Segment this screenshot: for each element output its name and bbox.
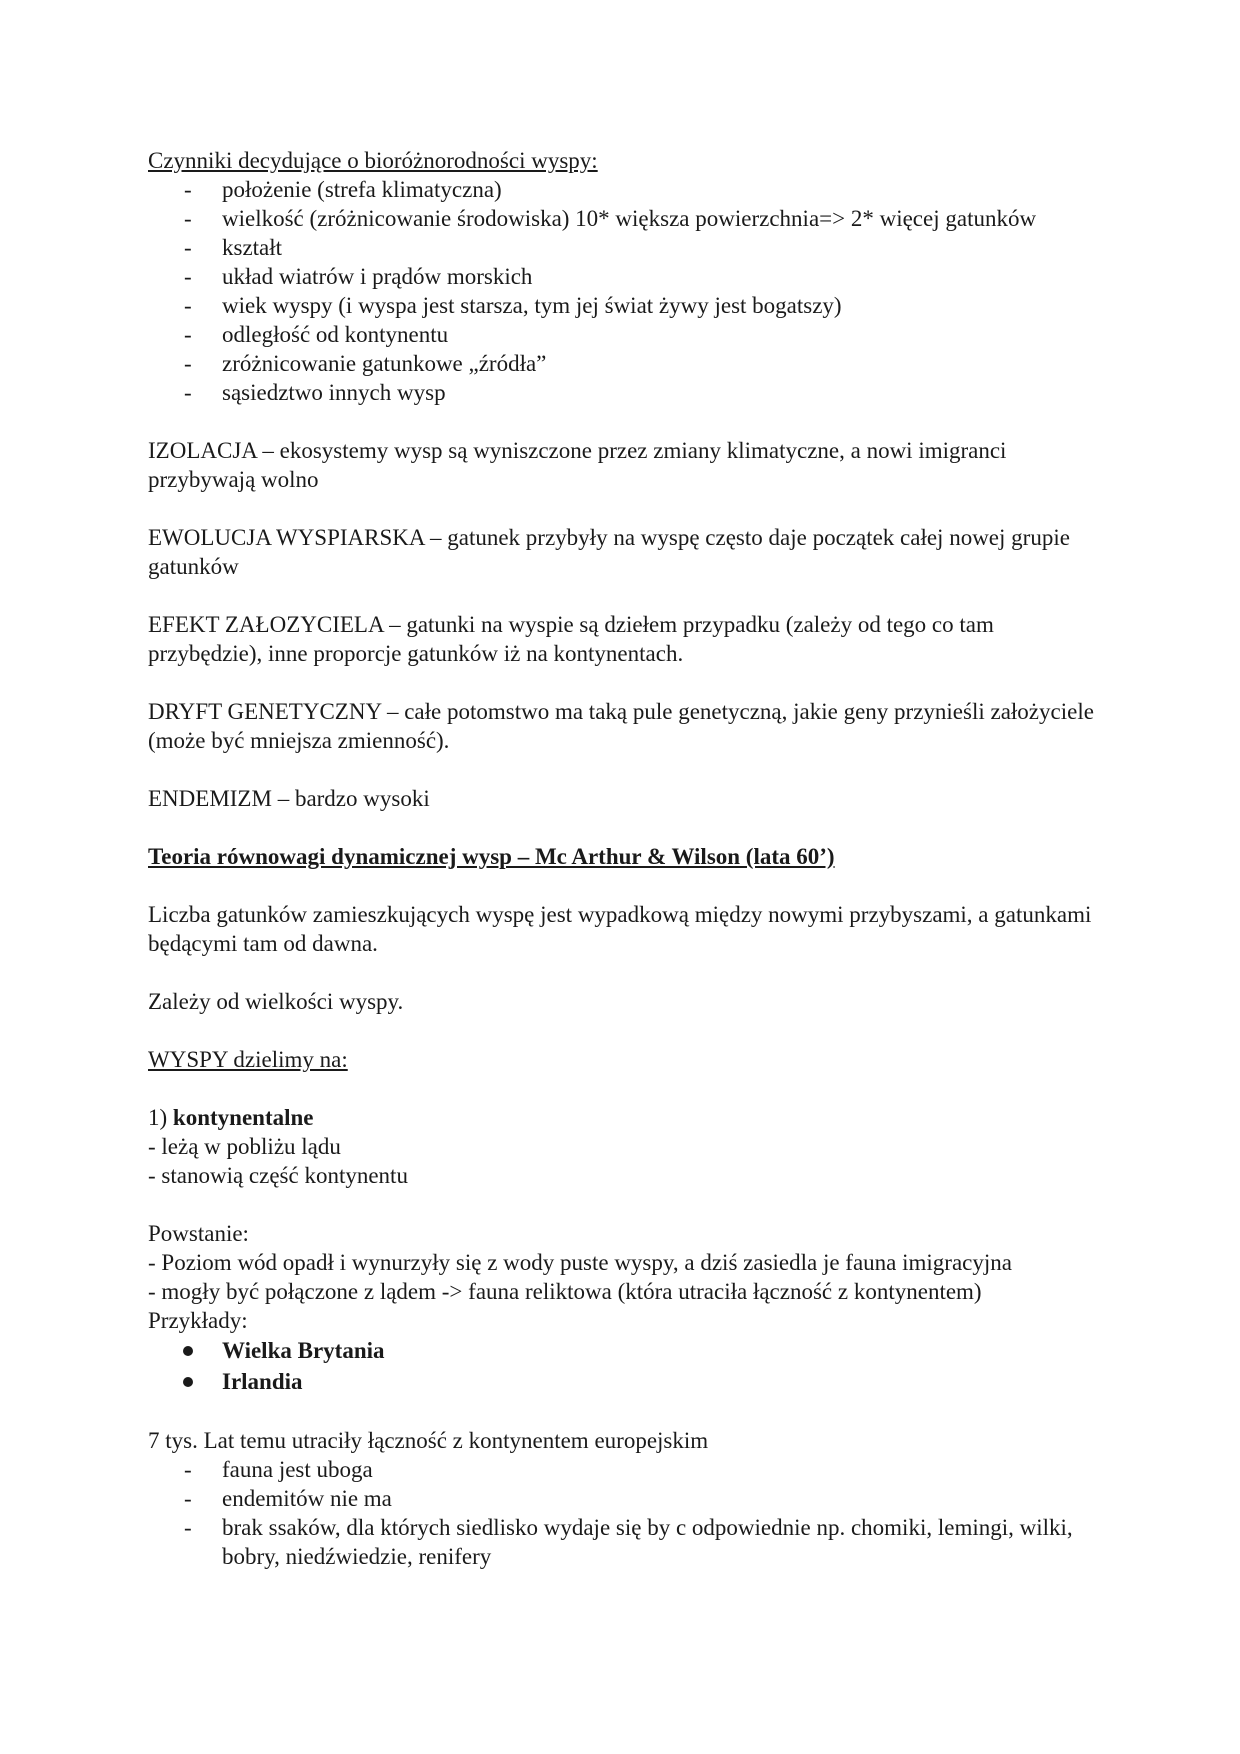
islands-heading: WYSPY dzielimy na:: [148, 1047, 348, 1072]
example-item: Wielka Brytania: [222, 1335, 1098, 1366]
term-dryft-genetyczny: [148, 697, 1098, 755]
island-type-title: [148, 1103, 1098, 1132]
term-name: EFEKT ZAŁOZYCIELA: [148, 612, 384, 637]
closing-item: - brak ssaków, dla których siedlisko wydaje się by c odpowiednie np. chomiki, lemingi, wilki, bobry, niedźwiedzie, renifery: [222, 1513, 1098, 1571]
factor-item: - sąsiedztwo innych wysp: [222, 378, 1098, 407]
term-definition: – ekosystemy wysp są wyniszczone przez zmiany klimatyczne, a nowi imigranci przybywają wolno: [148, 438, 1007, 492]
term-name: IZOLACJA: [148, 438, 257, 463]
closing-item: - endemitów nie ma: [222, 1484, 1098, 1513]
term-efekt-zalozyciela: [148, 610, 1098, 668]
closing-list: [148, 1455, 1098, 1571]
closing-item: - fauna jest uboga: [222, 1455, 1098, 1484]
theory-paragraph: Liczba gatunków zamieszkujących wyspę jest wypadkową między nowymi przybyszami, a gatunkami będącymi tam od dawna.: [148, 902, 1092, 956]
island-type-name: kontynentalne: [172, 1105, 314, 1130]
factors-heading: Czynniki decydujące o bioróżnorodności wyspy:: [148, 148, 598, 173]
factors-list: [148, 175, 1098, 407]
term-name: ENDEMIZM: [148, 786, 272, 811]
factor-item: - układ wiatrów i prądów morskich: [222, 262, 1098, 291]
theory-heading: Teoria równowagi dynamicznej wysp – Mc Arthur & Wilson (lata 60’): [148, 844, 835, 869]
factor-item: - wielkość (zróżnicowanie środowiska) 10* większa powierzchnia=> 2* więcej gatunków: [222, 204, 1098, 233]
term-name: DRYFT GENETYCZNY: [148, 699, 382, 724]
term-endemizm: [148, 784, 1098, 813]
term-izolacja: [148, 436, 1098, 494]
term-name: EWOLUCJA WYSPIARSKA: [148, 525, 425, 550]
term-definition: – całe potomstwo ma taką pule genetyczną, jakie geny przynieśli założyciele (może być mniejsza zmienność).: [148, 699, 1094, 753]
factor-item: - kształt: [222, 233, 1098, 262]
factor-item: - wiek wyspy (i wyspa jest starsza, tym jej świat żywy jest bogatszy): [222, 291, 1098, 320]
origin-label: Powstanie:: [148, 1221, 249, 1246]
theory-paragraph: Zależy od wielkości wyspy.: [148, 989, 404, 1014]
examples-label: Przykłady:: [148, 1308, 248, 1333]
factor-item: - położenie (strefa klimatyczna): [222, 175, 1098, 204]
example-item: Irlandia: [222, 1366, 1098, 1397]
closing-intro: 7 tys. Lat temu utraciły łączność z kontynentem europejskim: [148, 1428, 709, 1453]
island-trait: - leżą w pobliżu lądu: [148, 1134, 341, 1159]
term-definition: – gatunki na wyspie są dziełem przypadku (zależy od tego co tam przybędzie), inne proporcje gatunków iż na kontynentach.: [148, 612, 994, 666]
term-definition: – bardzo wysoki: [271, 786, 430, 811]
origin-line: - Poziom wód opadł i wynurzyły się z wody puste wyspy, a dziś zasiedla je fauna imigracyjna: [148, 1250, 1012, 1275]
term-ewolucja-wyspiarska: [148, 523, 1098, 581]
island-trait: - stanowią część kontynentu: [148, 1163, 408, 1188]
term-definition: – gatunek przybyły na wyspę często daje początek całej nowej grupie gatunków: [148, 525, 1070, 579]
island-type-number: 1): [148, 1105, 173, 1130]
factor-item: - zróżnicowanie gatunkowe „źródła”: [222, 349, 1098, 378]
origin-line: - mogły być połączone z lądem -> fauna reliktowa (która utraciła łączność z kontynentem): [148, 1279, 982, 1304]
document-page: [148, 146, 1098, 1571]
factor-item: - odległość od kontynentu: [222, 320, 1098, 349]
examples-list: [148, 1335, 1098, 1397]
